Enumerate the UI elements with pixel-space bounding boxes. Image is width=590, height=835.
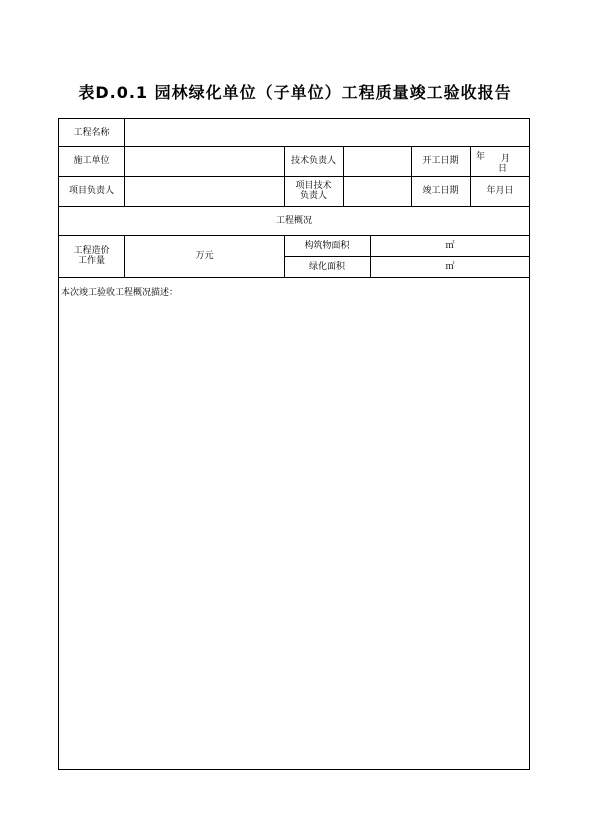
green-area-field[interactable]: ㎡ <box>445 261 455 272</box>
project-manager-label: 项目负责人 <box>68 186 114 196</box>
structure-area-label: 构筑物面积 <box>304 240 350 251</box>
cost-field[interactable]: 万元 <box>195 251 214 261</box>
row-divider <box>59 277 529 278</box>
project-tech-lead-label <box>284 176 343 206</box>
start-date-month: 月 <box>501 154 511 164</box>
start-date-label: 开工日期 <box>422 156 459 166</box>
overview-header: 工程概况 <box>275 215 312 226</box>
form-title: 表D.0.1 园林绿化单位（子单位）工程质量竣工验收报告 <box>78 83 512 102</box>
start-date-year: 年 <box>476 152 486 162</box>
completion-date-field[interactable]: 年月日 <box>486 186 514 196</box>
project-name-label: 工程名称 <box>73 127 110 138</box>
project-tech-lead-label-line2: 负责人 <box>299 191 327 201</box>
description-label: 本次竣工验收工程概况描述： <box>61 288 179 298</box>
construction-unit-field[interactable] <box>125 146 284 176</box>
start-date-day: 日 <box>498 164 508 174</box>
tech-lead-label: 技术负责人 <box>290 156 336 166</box>
construction-unit-label: 施工单位 <box>73 156 110 166</box>
cost-label <box>59 235 124 277</box>
completion-date-label: 竣工日期 <box>422 186 459 196</box>
project-tech-lead-field[interactable] <box>344 176 411 206</box>
report-table <box>58 118 530 770</box>
project-manager-field[interactable] <box>125 176 284 206</box>
project-name-field[interactable] <box>125 119 529 146</box>
start-date-field[interactable] <box>471 146 529 176</box>
green-area-label: 绿化面积 <box>308 261 345 272</box>
description-field[interactable] <box>59 299 529 769</box>
structure-area-field[interactable]: ㎡ <box>445 240 455 251</box>
cost-label-line1: 工程造价 <box>73 246 110 256</box>
cost-label-line2: 工作量 <box>77 256 105 266</box>
tech-lead-field[interactable] <box>344 146 411 176</box>
project-tech-lead-label-line1: 项目技术 <box>295 181 332 191</box>
